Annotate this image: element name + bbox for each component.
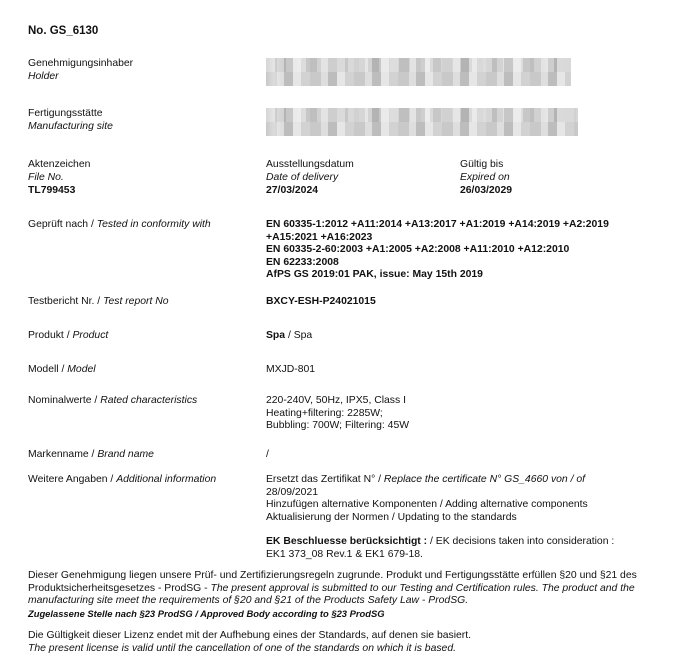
rated-values — [266, 395, 409, 433]
rated-label — [28, 395, 197, 408]
holder-redacted-block — [266, 58, 571, 86]
file-label-en: File No. — [28, 171, 64, 183]
additional-values — [266, 474, 614, 561]
manufacturing-redacted-block — [266, 108, 578, 136]
rated-line: 220-240V, 50Hz, IPX5, Class I — [266, 395, 406, 406]
holder-label-de: Genehmigungsinhaber — [28, 58, 134, 69]
additional-label — [28, 474, 216, 487]
model-value: MXJD-801 — [266, 364, 316, 375]
ek-decisions-bold: EK Beschluesse berücksichtigt : — [266, 536, 428, 547]
delivery-date-block — [266, 159, 354, 198]
model-label-en: Model — [67, 364, 96, 375]
tested-label — [28, 219, 211, 232]
approval-line-en-b: manufacturing site meet the requirements of §20 and §21 of the Products Safety Law - ProdSG. — [28, 595, 469, 606]
product-value-de: Spa — [266, 330, 286, 341]
manufacturing-label-en: Manufacturing site — [28, 120, 113, 132]
report-label-de: Testbericht Nr. / — [28, 296, 104, 307]
updating-standards-line: Aktualisierung der Normen / Updating to the standards — [266, 511, 517, 523]
rated-line: Heating+filtering: 2285W; — [266, 407, 383, 419]
ek-decisions-rest: / EK decisions taken into consideration : — [427, 536, 615, 547]
file-label-de: Aktenzeichen — [28, 159, 91, 170]
additional-label-en: Additional information — [116, 474, 217, 485]
standard-line: EN 60335-1:2012 +A11:2014 +A13:2017 +A1:2019 +A14:2019 +A2:2019 — [266, 219, 609, 230]
approval-line-de: Dieser Genehmigung liegen unsere Prüf- und Zertifizierungsregeln zugrunde. Produkt und Fertigungsstätte erfüllen §20 und §21 des — [28, 570, 637, 581]
replace-de: Ersetzt das Zertifikat N° / — [266, 474, 384, 485]
model-label — [28, 364, 96, 377]
replace-date-line: 28/09/2021 — [266, 486, 319, 498]
additional-label-de: Weitere Angaben / — [28, 474, 117, 485]
certificate-number: No. GS_6130 — [28, 25, 99, 37]
replace-en: Replace the certificate N° GS_4660 von / — [383, 474, 577, 485]
tested-standards-list — [266, 219, 609, 282]
adding-components-line: Hinzufügen alternative Komponenten / Adding alternative components — [266, 499, 588, 510]
approval-prodsg: Produktsicherheitsgesetzes - ProdSG - — [28, 582, 211, 594]
report-label — [28, 296, 169, 309]
product-label-en: Product — [72, 330, 109, 341]
delivery-label-de: Ausstellungsdatum — [266, 159, 354, 170]
tested-label-en: Tested in conformity with — [96, 219, 211, 230]
replace-of: of — [576, 474, 586, 485]
delivery-label-en: Date of delivery — [266, 171, 339, 183]
file-number-block — [28, 159, 90, 198]
manufacturing-label-de: Fertigungsstätte — [28, 108, 103, 119]
expiry-label-en: Expired on — [460, 171, 510, 183]
holder-label-en: Holder — [28, 70, 59, 82]
rated-label-de: Nominalwerte / — [28, 395, 101, 406]
holder-label — [28, 58, 133, 83]
validity-line-de: Die Gültigkeit dieser Lizenz endet mit der Aufhebung eines der Standards, auf denen sie basiert. — [28, 630, 472, 641]
ek-references-line: EK1 373_08 Rev.1 & EK1 679-18. — [266, 548, 423, 560]
brand-label-de: Markenname / — [28, 449, 98, 460]
approval-line-2 — [28, 583, 668, 596]
approval-en-a: The present approval is submitted to our Testing and Certification rules. The product and the — [210, 582, 635, 594]
product-value-en: / Spa — [285, 330, 313, 341]
brand-label — [28, 449, 154, 462]
ek-decisions-line — [266, 536, 614, 549]
report-label-en: Test report No — [103, 296, 169, 307]
replace-certificate-line — [266, 474, 614, 487]
expiry-date-value: 26/03/2029 — [460, 185, 513, 196]
validity-paragraph — [28, 630, 668, 655]
rated-label-en: Rated characteristics — [100, 395, 198, 406]
report-number-value: BXCY-ESH-P24021015 — [266, 296, 376, 307]
standard-line: EN 62233:2008 — [266, 256, 339, 268]
product-value — [266, 330, 312, 343]
expiry-date-block — [460, 159, 512, 198]
rated-line: Bubbling: 700W; Filtering: 45W — [266, 420, 410, 431]
standard-line: EN 60335-2-60:2003 +A1:2005 +A2:2008 +A11:2010 +A12:2010 — [266, 244, 570, 255]
approved-body-line: Zugelassene Stelle nach §23 ProdSG / Approved Body according to §23 ProdSG — [28, 607, 385, 619]
manufacturing-label — [28, 108, 113, 133]
file-number-value: TL799453 — [28, 185, 76, 196]
model-label-de: Modell / — [28, 364, 68, 375]
brand-label-en: Brand name — [97, 449, 154, 460]
brand-value: / — [266, 449, 269, 460]
delivery-date-value: 27/03/2024 — [266, 185, 319, 196]
validity-line-en: The present license is valid until the cancellation of one of the standards on which it is based. — [28, 642, 456, 654]
tested-label-de: Geprüft nach / — [28, 219, 97, 230]
product-label-de: Produkt / — [28, 330, 73, 341]
standard-line: AfPS GS 2019:01 PAK, issue: May 15th 2019 — [266, 269, 483, 280]
product-label — [28, 330, 108, 343]
expiry-label-de: Gültig bis — [460, 159, 504, 170]
standard-line: +A15:2021 +A16:2023 — [266, 231, 373, 243]
approval-paragraph — [28, 570, 668, 619]
